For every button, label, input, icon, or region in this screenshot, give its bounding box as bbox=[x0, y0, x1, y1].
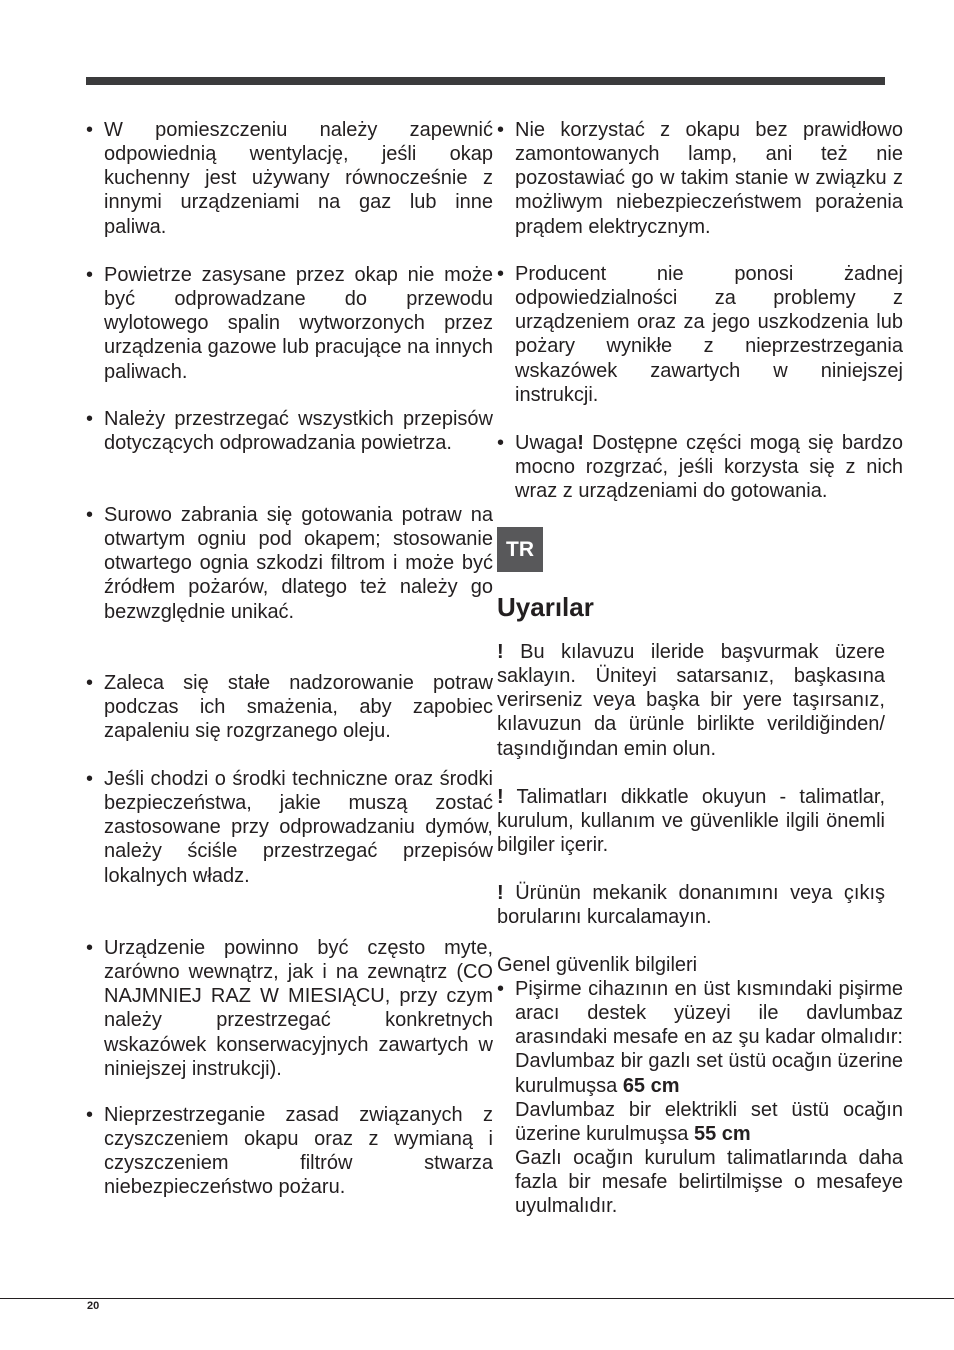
bullet-item bbox=[497, 262, 903, 407]
general-safety-title: Genel güvenlik bilgileri bbox=[497, 954, 698, 976]
bullet-item bbox=[86, 407, 493, 455]
paragraph-text: Talimatları dikkatle okuyun - talimatlar, kurulum, kullanım ve güvenlikle ilgili önemli bilgiler içerir. bbox=[497, 786, 885, 857]
bullet-text: Jeśli chodzi o środki techniczne oraz środki bezpieczeństwa, jakie muszą zostać zastosowane przy odprowadzaniu dymów, należy ściśle przestrzegać przepisów lokalnych władz. bbox=[104, 768, 493, 887]
elec-text: Davlumbaz bir elektrikli set üstü ocağın üzerine kurulmuşsa bbox=[515, 1098, 903, 1145]
tr-paragraph bbox=[497, 640, 885, 761]
distance-note: Gazlı ocağın kurulum talimatlarında daha fazla bir mesafe belirtilmişse o mesafeye uyulmalıdır. bbox=[515, 1147, 903, 1218]
bullet-text: Nieprzestrzeganie zasad związanych z czyszczeniem okapu oraz z wymianą i czyszczeniem filtrów stwarza niebezpieczeństwo pożaru. bbox=[104, 1104, 493, 1199]
bullet-item bbox=[86, 503, 493, 624]
bullet-item bbox=[86, 936, 493, 1081]
paragraph-text: Ürünün mekanik donanımını veya çıkış borularını kurcalamayın. bbox=[497, 882, 885, 929]
general-safety-item bbox=[497, 977, 903, 1219]
gas-distance bbox=[515, 1049, 903, 1097]
bullet-text: Nie korzystać z okapu bez prawidłowo zamontowanych lamp, ani też nie pozostawiać go w takim stanie w związku z możliwym niebezpieczeństwem porażenia prądem elektrycznym. bbox=[515, 119, 903, 238]
bullet-item bbox=[86, 767, 493, 888]
bullet: • bbox=[86, 504, 94, 526]
bullet: • bbox=[86, 768, 94, 790]
bullet-text: Surowo zabrania się gotowania potraw na otwartym ogniu pod okapem; stosowanie otwartego ognia szkodzi filtrom i może być źródłem pożarów, dlatego też należy go bezwzględnie unikać. bbox=[104, 504, 493, 623]
exclamation: ! bbox=[577, 432, 584, 454]
gas-text: Davlumbaz bir gazlı set üstü ocağın üzerine kurulmuşsa bbox=[515, 1050, 903, 1097]
language-badge: TR bbox=[497, 527, 543, 572]
section-heading: Uyarılar bbox=[497, 592, 594, 622]
bullet: • bbox=[497, 432, 505, 454]
bullet-text: Zaleca się stałe nadzorowanie potraw podczas ich smażenia, aby zapobiec zapaleniu się rozgrzanego oleju. bbox=[104, 672, 493, 743]
bullet: • bbox=[86, 1104, 94, 1126]
bullet: • bbox=[86, 672, 94, 694]
distance-intro: Pişirme cihazının en üst kısmındaki pişirme aracı destek yüzeyi ile davlumbaz arasındaki mesafe en az şu kadar olmalıdır: bbox=[515, 978, 903, 1049]
uwaga-text: Dostępne części mogą się bardzo mocno rozgrzać, jeśli korzysta się z nich wraz z urządzeniami do gotowania. bbox=[515, 432, 903, 503]
gas-value: 65 cm bbox=[622, 1074, 680, 1097]
bullet-text: Producent nie ponosi żadnej odpowiedzialności za problemy z urządzeniem oraz za jego uszkodzenia lub pożary wynikłe z nieprzestrzegania wskazówek zawartych w niniejszej instrukcji. bbox=[515, 263, 903, 406]
exclamation: ! bbox=[497, 641, 504, 663]
bullet: • bbox=[497, 119, 505, 141]
exclamation: ! bbox=[497, 786, 504, 808]
bullet: • bbox=[86, 937, 94, 959]
exclamation: ! bbox=[497, 882, 504, 904]
tr-paragraph bbox=[497, 785, 885, 857]
bullet-item bbox=[86, 118, 493, 239]
electric-distance bbox=[515, 1098, 903, 1146]
bullet: • bbox=[497, 263, 505, 285]
bullet: • bbox=[86, 264, 94, 286]
bullet-item bbox=[497, 118, 903, 239]
footer-line bbox=[0, 1298, 954, 1299]
bullet: • bbox=[86, 408, 94, 430]
warning-hot-parts bbox=[497, 431, 903, 503]
bullet-item bbox=[86, 263, 493, 384]
bullet-item bbox=[86, 1103, 493, 1200]
bullet-text: Należy przestrzegać wszystkich przepisów dotyczących odprowadzania powietrza. bbox=[104, 408, 493, 455]
paragraph-text: Bu kılavuzu ileride başvurmak üzere saklayın. Üniteyi satarsanız, başkasına verirseniz veya başka bir yere taşırsanız, kılavuzun da ürünle birlikte verildiğinden/ taşındığından emin olun. bbox=[497, 641, 885, 760]
bullet-text: Urządzenie powinno być często myte, zarówno wewnątrz, jak i na zewnątrz (CO NAJMNIEJ RAZ W MIESIĄCU, przy czym należy przestrzegać konkretnych wskazówek konserwacyjnych zawartych w niniejszej instrukcji). bbox=[104, 937, 493, 1080]
uwaga-label: Uwaga bbox=[515, 432, 578, 454]
tr-paragraph bbox=[497, 881, 885, 929]
elec-value: 55 cm bbox=[693, 1122, 751, 1145]
header-bar bbox=[86, 77, 885, 85]
bullet: • bbox=[497, 978, 505, 1000]
bullet-text: W pomieszczeniu należy zapewnić odpowiednią wentylację, jeśli okap kuchenny jest używany równocześnie z innymi urządzeniami na gaz lub inne paliwa. bbox=[104, 119, 493, 238]
bullet: • bbox=[86, 119, 94, 141]
bullet-text: Powietrze zasysane przez okap nie może być odprowadzane do przewodu wylotowego spalin wytworzonych przez urządzenia gazowe lub pracujące na innych paliwach. bbox=[104, 264, 493, 383]
bullet-item bbox=[86, 671, 493, 743]
page-number: 20 bbox=[87, 1300, 100, 1312]
